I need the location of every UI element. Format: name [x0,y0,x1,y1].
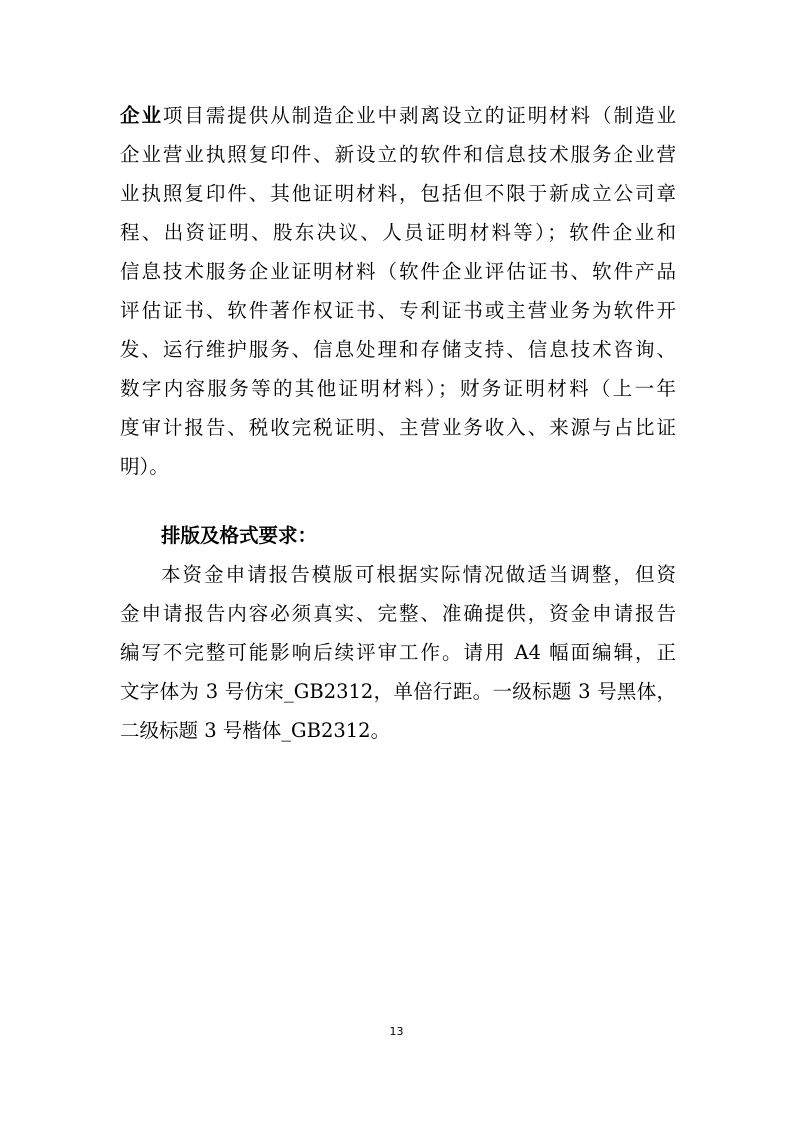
section-heading: 排版及格式要求： [161,524,318,547]
paragraph-line: 编写不完整可能影响后续评审工作。请用 A4 幅面编辑，正 [120,641,676,664]
paragraph-line: 度审计报告、税收完税证明、主营业务收入、来源与占比证 [120,416,676,439]
paragraph-line [120,100,676,132]
paragraph-line: 数字内容服务等的其他证明材料）；财务证明材料（上一年 [120,377,676,400]
paragraph-line: 信息技术服务企业证明材料（软件企业评估证书、软件产品 [120,260,676,283]
paragraph-line: 企业营业执照复印件、新设立的软件和信息技术服务企业营 [120,143,676,166]
paragraph-line: 文字体为 3 号仿宋_GB2312，单倍行距。一级标题 3 号黑体， [120,680,676,703]
paragraph-line: 本资金申请报告模版可根据实际情况做适当调整，但资 [161,563,676,586]
paragraph-text: 项目需提供从制造企业中剥离设立的证明材料（制造业 [162,104,676,127]
page-number: 13 [389,1025,404,1038]
paragraph-line: 金申请报告内容必须真实、完整、准确提供，资金申请报告 [120,602,676,625]
paragraph-line: 评估证书、软件著作权证书、专利证书或主营业务为软件开 [120,299,676,322]
lead-bold-text: 企业 [120,104,163,127]
paragraph-line: 发、运行维护服务、信息处理和存储支持、信息技术咨询、 [120,338,676,361]
paragraph-line: 二级标题 3 号楷体_GB2312。 [120,719,391,742]
paragraph-line: 程、出资证明、股东决议、人员证明材料等）；软件企业和 [120,221,676,244]
paragraph-line: 明）。 [120,455,169,478]
paragraph-line: 业执照复印件、其他证明材料，包括但不限于新成立公司章 [120,182,676,205]
